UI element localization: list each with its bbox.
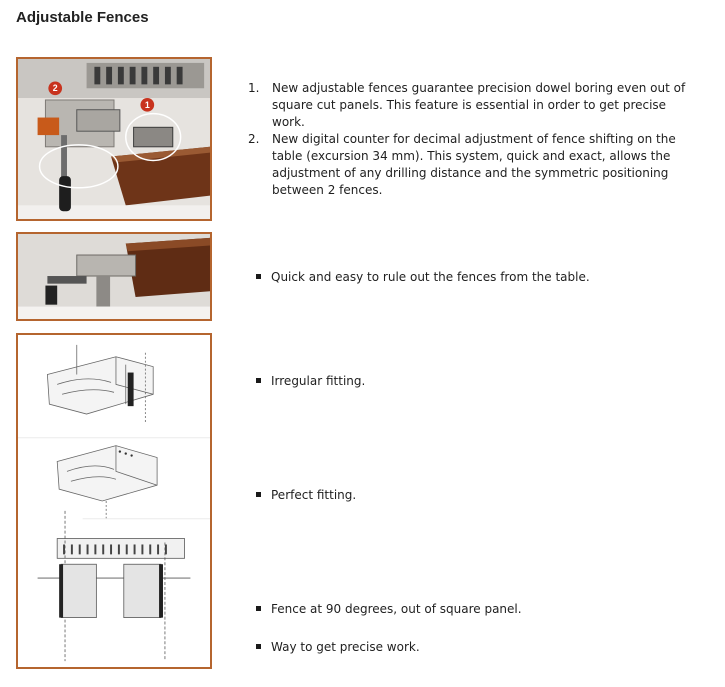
bullet-text: Quick and easy to rule out the fences from the table. <box>271 270 590 284</box>
fence-machine-photo <box>16 57 212 221</box>
feature-list <box>248 80 698 199</box>
bullet-square-icon <box>256 606 261 611</box>
bullet-text: Fence at 90 degrees, out of square panel. <box>271 602 522 616</box>
bullet-item <box>256 601 522 618</box>
bullet-item <box>256 373 365 390</box>
feature-text: New adjustable fences guarantee precision dowel boring even out of square cut panels. This feature is essential in order to get precise work. <box>272 81 686 129</box>
bullet-text: Way to get precise work. <box>271 640 420 654</box>
feature-item-1 <box>248 80 698 131</box>
bullet-text: Perfect fitting. <box>271 488 357 502</box>
bullet-square-icon <box>256 378 261 383</box>
bullet-square-icon <box>256 644 261 649</box>
fence-removal-photo <box>16 232 212 321</box>
bullet-square-icon <box>256 492 261 497</box>
callout-1-label: 1 <box>144 99 150 110</box>
callout-2-label: 2 <box>52 83 58 94</box>
feature-text: New digital counter for decimal adjustment of fence shifting on the table (excursion 34 mm). This system, quick and exact, allows the adjustment of any drilling distance and the symmetric positioning between 2 fences. <box>272 132 676 197</box>
page-title: Adjustable Fences <box>16 9 149 26</box>
feature-number: 1. <box>248 81 260 95</box>
bullet-square-icon <box>256 274 261 279</box>
feature-item-2 <box>248 131 698 199</box>
bullet-item <box>256 639 420 656</box>
fitting-drawings <box>16 333 212 669</box>
bullet-item <box>256 269 590 286</box>
feature-number: 2. <box>248 132 260 146</box>
bullet-item <box>256 487 356 504</box>
bullet-text: Irregular fitting. <box>271 374 366 388</box>
